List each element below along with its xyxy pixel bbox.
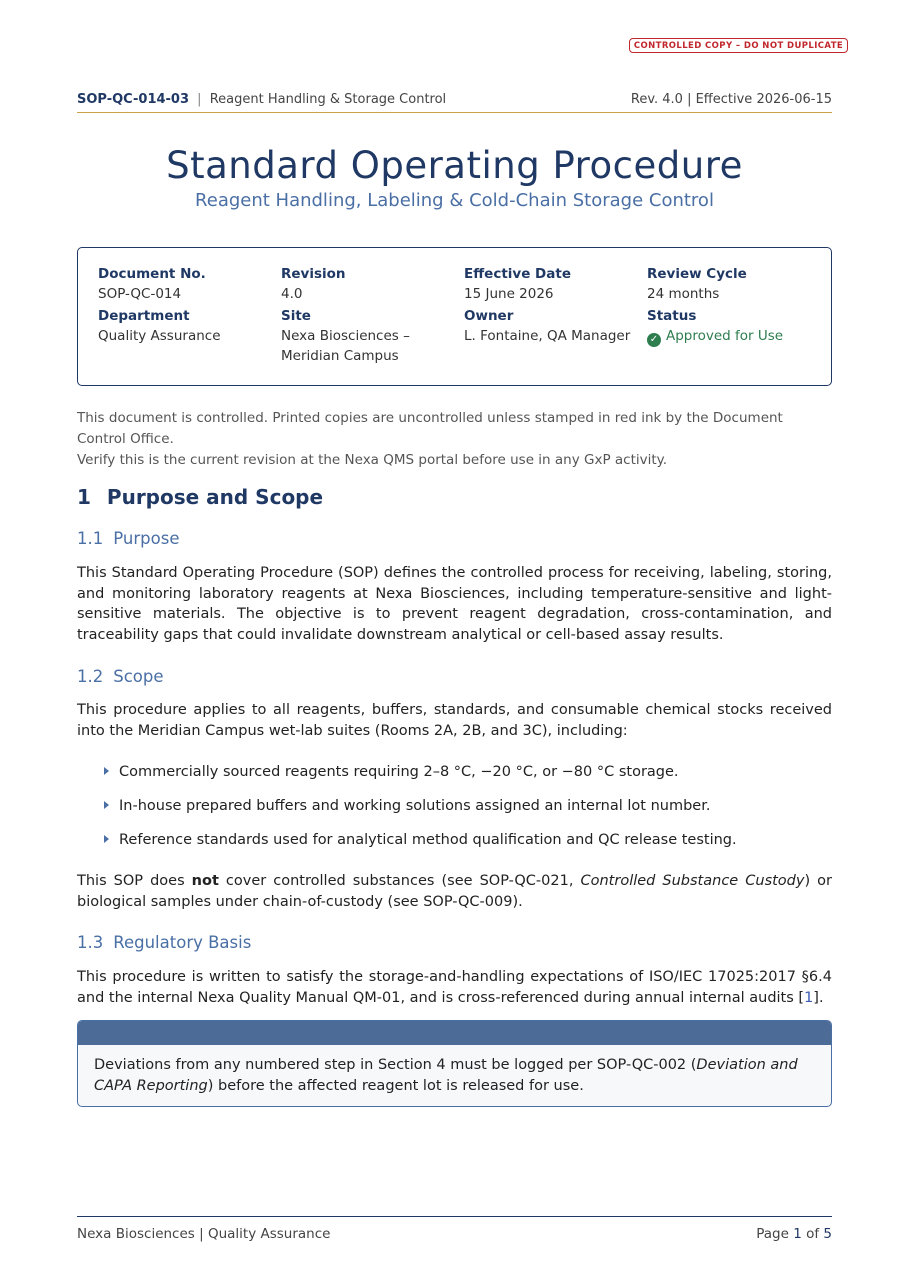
list-item-text: Commercially sourced reagents requiring 2–8 °C, −20 °C, or −80 °C storage. (119, 764, 679, 780)
list-item (104, 796, 804, 816)
info-review-label: Review Cycle (647, 266, 747, 282)
list-item (104, 762, 804, 782)
section-1-2-number: 1.2 (77, 667, 104, 686)
controlled-copy-stamp: CONTROLLED COPY – DO NOT DUPLICATE (629, 38, 848, 53)
scope-intro-paragraph: This procedure applies to all reagents, buffers, standards, and consumable chemical stocks received into the Meridian Campus wet-lab suites (Rooms 2A, 2B, and 3C), including: (77, 702, 832, 739)
exclusion-not-emphasis: not (191, 873, 219, 889)
info-doc-no-value: SOP-QC-014 (98, 286, 182, 302)
info-status-value (647, 326, 783, 347)
list-item (104, 830, 804, 850)
bullet-arrow-icon (104, 767, 109, 775)
exclusion-text-a: This SOP does (77, 873, 192, 889)
exclusion-reference: Controlled Substance Custody (580, 873, 805, 889)
page-number (756, 1226, 832, 1242)
section-1-title: Purpose and Scope (106, 485, 324, 509)
bullet-arrow-icon (104, 801, 109, 809)
section-1-number: 1 (77, 485, 91, 509)
document-subtitle: Reagent Handling, Labeling & Cold-Chain Storage Control (195, 190, 714, 211)
info-status-label: Status (647, 308, 697, 324)
info-effective (464, 264, 571, 304)
header-left (77, 92, 446, 112)
controlled-document-notice (77, 408, 832, 471)
info-owner-value: L. Fontaine, QA Manager (464, 328, 631, 344)
header-doc-id: SOP-QC-014-03 (77, 92, 190, 107)
info-site-value-line1: Nexa Biosciences – (281, 328, 410, 344)
info-department (98, 306, 221, 346)
current-page: 1 (793, 1226, 802, 1242)
notice-line-2: Verify this is the current revision at the Nexa QMS portal before use in any GxP activity. (77, 452, 668, 468)
header-separator: | (197, 92, 202, 107)
section-1-3-heading (77, 933, 251, 952)
page-mid: of (801, 1226, 824, 1242)
info-owner-label: Owner (464, 308, 514, 324)
total-pages: 5 (823, 1226, 832, 1242)
callout-reference: Deviation and CAPA Reporting (94, 1057, 798, 1094)
status-badge: Approved for Use (666, 328, 784, 344)
section-1-1-number: 1.1 (77, 529, 104, 548)
citation-link[interactable]: 1 (804, 989, 814, 1006)
callout-header-bar (78, 1021, 831, 1045)
section-1-3-title: Regulatory Basis (113, 933, 252, 952)
info-effective-value: 15 June 2026 (464, 286, 554, 302)
exclusion-text-c: ) or biological samples under chain-of-custody (see SOP-QC-009). (77, 873, 832, 910)
footer-left: Nexa Biosciences | Quality Assurance (77, 1226, 331, 1242)
info-status (647, 306, 783, 347)
info-review-value: 24 months (647, 286, 720, 302)
info-doc-no-label: Document No. (98, 266, 206, 282)
info-department-value: Quality Assurance (98, 328, 221, 344)
info-review (647, 264, 747, 304)
callout-text-a: Deviations from any numbered step in Section 4 must be logged per SOP-QC-002 ( (94, 1057, 697, 1073)
document-info-box (77, 247, 832, 386)
bullet-arrow-icon (104, 835, 109, 843)
regulatory-basis-paragraph (77, 967, 832, 1008)
exclusion-text-b: cover controlled substances (see SOP-QC-021, (218, 873, 581, 889)
info-site-label: Site (281, 308, 311, 324)
info-site (281, 306, 410, 366)
check-circle-icon: ✓ (647, 333, 661, 347)
info-revision-label: Revision (281, 266, 346, 282)
info-effective-label: Effective Date (464, 266, 571, 282)
regulatory-text-end: ]. (813, 989, 824, 1006)
callout-body (78, 1045, 831, 1106)
scope-exclusion-paragraph (77, 871, 832, 912)
info-owner (464, 306, 630, 346)
notice-line-1: This document is controlled. Printed copies are uncontrolled unless stamped in red ink by the Document Control Office. (77, 410, 783, 447)
header-doc-title: Reagent Handling & Storage Control (209, 92, 447, 107)
info-revision (281, 264, 346, 304)
section-1-2-heading (77, 667, 164, 686)
document-title: Standard Operating Procedure (166, 144, 743, 187)
section-1-1-title: Purpose (113, 529, 180, 548)
section-1-3-number: 1.3 (77, 933, 104, 952)
purpose-paragraph: This Standard Operating Procedure (SOP) defines the controlled process for receiving, labeling, storing, and monitoring laboratory reagents at Nexa Biosciences, including temperature-sensitive and light-sensitive materials. The objective is to prevent reagent degradation, cross-contamination, and traceability gaps that could invalidate downstream analytical or cell-based assay results. (77, 565, 832, 643)
info-revision-value: 4.0 (281, 286, 303, 302)
callout-text-b: ) before the affected reagent lot is released for use. (207, 1077, 584, 1094)
info-department-label: Department (98, 308, 190, 324)
deviation-callout-box (77, 1020, 832, 1107)
list-item-text: Reference standards used for analytical method qualification and QC release testing. (119, 832, 737, 848)
section-1-1-heading (77, 529, 179, 548)
header-revision-info: Rev. 4.0 | Effective 2026-06-15 (630, 92, 832, 107)
info-site-value-line2: Meridian Campus (281, 348, 399, 364)
page-prefix: Page (756, 1226, 794, 1242)
section-1-2-title: Scope (113, 667, 164, 686)
page-header (77, 92, 832, 113)
section-1-heading (77, 485, 323, 509)
regulatory-text: This procedure is written to satisfy the storage-and-handling expectations of ISO/IEC 17025:2017 §6.4 and the internal Nexa Quality Manual QM-01, and is cross-referenced during annual internal audits [ (77, 969, 832, 1006)
info-doc-no (98, 264, 206, 304)
list-item-text: In-house prepared buffers and working solutions assigned an internal lot number. (119, 798, 711, 814)
page-footer (77, 1216, 832, 1242)
